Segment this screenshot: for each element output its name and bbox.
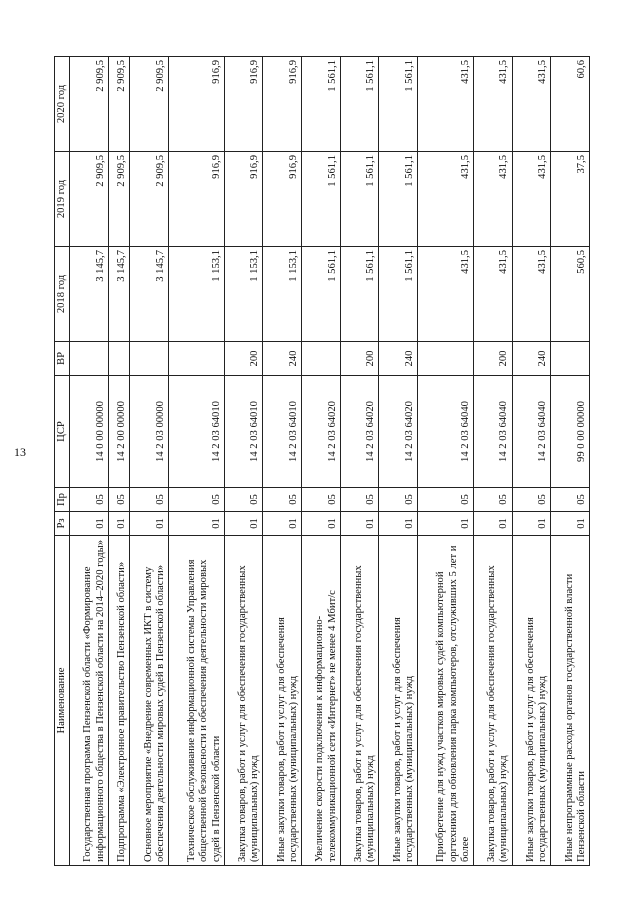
cell-2020: 2 909,5 [70,57,109,152]
cell-2019: 431,5 [473,152,512,247]
cell-name: Закупка товаров, работ и услуг для обеспечения государственных (муниципальных) нужд [224,536,263,866]
cell-name: Закупка товаров, работ и услуг для обеспечения государственных (муниципальных) нужд [340,536,379,866]
cell-2020: 2 909,5 [108,57,129,152]
cell-2019: 1 561,1 [340,152,379,247]
header-pr: Пр [55,488,70,512]
cell-csr: 14 2 03 00000 [130,376,169,488]
cell-rz: 01 [224,512,263,536]
cell-name: Государственная программа Пензенской области «Формирование информационного общества в Пензенской области на 2014–2020 годы» [70,536,109,866]
cell-2019: 2 909,5 [70,152,109,247]
table-row [70,57,109,866]
page-number: 13 [14,445,26,459]
table-row [108,57,129,866]
cell-2020: 431,5 [512,57,551,152]
cell-pr: 05 [340,488,379,512]
cell-pr: 05 [302,488,341,512]
cell-pr: 05 [224,488,263,512]
cell-name: Закупка товаров, работ и услуг для обеспечения государственных (муниципальных) нужд [473,536,512,866]
table-row [418,57,474,866]
cell-rz: 01 [168,512,224,536]
cell-rz: 01 [108,512,129,536]
cell-2019: 1 561,1 [302,152,341,247]
cell-2018: 431,5 [418,247,474,342]
cell-pr: 05 [130,488,169,512]
cell-name: Увеличение скорости подключения к информационно-телекоммуникационной сети «Интернет» не менее 4 Мбит/с [302,536,341,866]
cell-csr: 14 2 03 64040 [473,376,512,488]
cell-2019: 916,9 [168,152,224,247]
cell-2018: 1 153,1 [168,247,224,342]
header-vr: ВР [55,342,70,376]
header-rz: Рз [55,512,70,536]
cell-vr: 200 [473,342,512,376]
cell-name: Иные непрограммные расходы органов государственной власти Пензенской области [551,536,590,866]
cell-pr: 05 [108,488,129,512]
table-row [130,57,169,866]
cell-vr [70,342,109,376]
cell-pr: 05 [70,488,109,512]
cell-2020: 431,5 [473,57,512,152]
cell-csr: 14 2 03 64010 [168,376,224,488]
cell-name: Техническое обслуживание информационной системы Управления общественной безопасности и обеспечения деятельности мировых судей в Пензенской области [168,536,224,866]
cell-pr: 05 [512,488,551,512]
cell-2020: 916,9 [263,57,302,152]
cell-pr: 05 [379,488,418,512]
table-row [551,57,590,866]
cell-2019: 2 909,5 [130,152,169,247]
table-row [340,57,379,866]
header-2018: 2018 год [55,247,70,342]
cell-name: Приобретение для нужд участков мировых судей компьютерной оргтехники для обновления парка компьютеров, отслуживших 5 лет и более [418,536,474,866]
header-2020: 2020 год [55,57,70,152]
cell-pr: 05 [551,488,590,512]
cell-2020: 431,5 [418,57,474,152]
cell-csr: 14 2 03 64010 [224,376,263,488]
header-2019: 2019 год [55,152,70,247]
cell-2019: 916,9 [224,152,263,247]
cell-2018: 1 153,1 [263,247,302,342]
cell-vr [168,342,224,376]
cell-vr [302,342,341,376]
cell-vr [108,342,129,376]
cell-2018: 431,5 [512,247,551,342]
budget-table-rotated [54,56,590,866]
cell-name: Иные закупки товаров, работ и услуг для обеспечения государственных (муниципальных) нужд [263,536,302,866]
cell-2018: 560,5 [551,247,590,342]
cell-2019: 431,5 [512,152,551,247]
cell-2019: 37,5 [551,152,590,247]
cell-rz: 01 [418,512,474,536]
cell-rz: 01 [70,512,109,536]
budget-table [54,56,590,866]
cell-rz: 01 [340,512,379,536]
cell-2020: 1 561,1 [340,57,379,152]
cell-csr: 14 0 00 00000 [70,376,109,488]
cell-2018: 1 561,1 [340,247,379,342]
cell-csr: 14 2 03 64040 [512,376,551,488]
cell-2018: 3 145,7 [70,247,109,342]
cell-vr [418,342,474,376]
cell-pr: 05 [418,488,474,512]
table-row [168,57,224,866]
cell-rz: 01 [263,512,302,536]
cell-2019: 2 909,5 [108,152,129,247]
header-csr: ЦСР [55,376,70,488]
cell-2019: 916,9 [263,152,302,247]
cell-name: Иные закупки товаров, работ и услуг для обеспечения государственных (муниципальных) нужд [512,536,551,866]
cell-2018: 431,5 [473,247,512,342]
cell-csr: 14 2 00 00000 [108,376,129,488]
cell-vr: 240 [263,342,302,376]
cell-2020: 916,9 [224,57,263,152]
cell-rz: 01 [302,512,341,536]
cell-rz: 01 [130,512,169,536]
cell-rz: 01 [473,512,512,536]
table-row [263,57,302,866]
cell-vr [130,342,169,376]
cell-rz: 01 [512,512,551,536]
cell-csr: 14 2 03 64010 [263,376,302,488]
cell-vr: 240 [379,342,418,376]
cell-2020: 2 909,5 [130,57,169,152]
table-row [379,57,418,866]
cell-name: Основное мероприятие «Внедрение современных ИКТ в систему обеспечения деятельности мировых судей в Пензенской области» [130,536,169,866]
table-header-row [55,57,70,866]
cell-2018: 3 145,7 [108,247,129,342]
header-name: Наименование [55,536,70,866]
cell-2019: 1 561,1 [379,152,418,247]
cell-vr: 200 [224,342,263,376]
cell-2018: 3 145,7 [130,247,169,342]
cell-2019: 431,5 [418,152,474,247]
cell-name: Подпрограмма «Электронное правительство Пензенской области» [108,536,129,866]
cell-2018: 1 561,1 [379,247,418,342]
cell-csr: 14 2 03 64020 [379,376,418,488]
cell-csr: 14 2 03 64020 [340,376,379,488]
cell-2020: 60,6 [551,57,590,152]
cell-csr: 14 2 03 64040 [418,376,474,488]
cell-2020: 916,9 [168,57,224,152]
cell-rz: 01 [551,512,590,536]
cell-name: Иные закупки товаров, работ и услуг для обеспечения государственных (муниципальных) нужд [379,536,418,866]
cell-pr: 05 [168,488,224,512]
cell-2020: 1 561,1 [379,57,418,152]
cell-pr: 05 [473,488,512,512]
table-row [512,57,551,866]
cell-2018: 1 153,1 [224,247,263,342]
cell-vr: 200 [340,342,379,376]
table-row [473,57,512,866]
table-row [302,57,341,866]
cell-pr: 05 [263,488,302,512]
cell-vr: 240 [512,342,551,376]
cell-vr [551,342,590,376]
cell-csr: 99 0 00 00000 [551,376,590,488]
cell-2020: 1 561,1 [302,57,341,152]
cell-rz: 01 [379,512,418,536]
cell-csr: 14 2 03 64020 [302,376,341,488]
cell-2018: 1 561,1 [302,247,341,342]
table-row [224,57,263,866]
